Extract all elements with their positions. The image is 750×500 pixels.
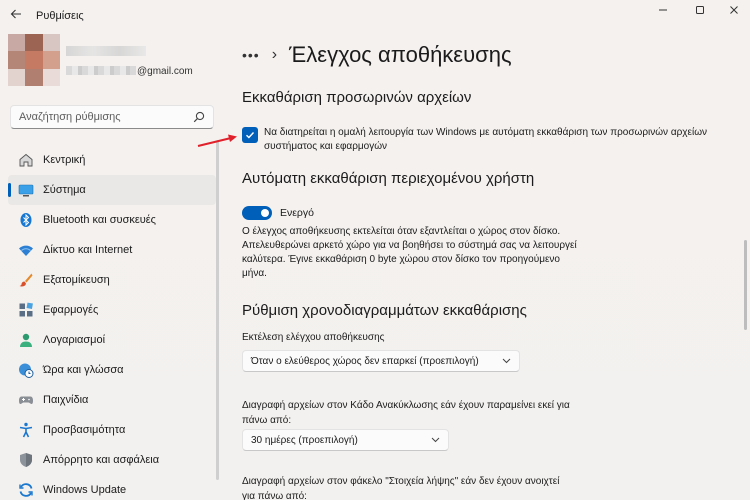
sidebar-item-label: Δίκτυο και Internet (43, 244, 133, 256)
dropdown-value: Όταν ο ελεύθερος χώρος δεν επαρκεί (προεπιλογή) (251, 355, 479, 367)
sidebar-scrollbar[interactable] (216, 140, 219, 480)
search-icon[interactable] (193, 111, 205, 123)
back-arrow-icon (10, 7, 22, 25)
breadcrumb (242, 40, 512, 70)
sidebar-item-label: Εφαρμογές (43, 304, 99, 316)
clock-globe-icon (18, 362, 34, 378)
sidebar-item-accounts[interactable] (8, 325, 216, 355)
sidebar-item-label: Σύστημα (43, 184, 86, 196)
dropdown-value: 30 ημέρες (προεπιλογή) (251, 434, 358, 446)
username-redacted (66, 46, 146, 56)
bluetooth-icon (18, 212, 34, 228)
storage-sense-description: Ο έλεγχος αποθήκευσης εκτελείται όταν εξαντλείται ο χώρος στον δίσκο. Απελευθερώνει αρκετό χώρο για να βοηθήσει το σύστημά σας να λειτουργεί καλύτερα. Έγινε εκκαθάριση 0 byte χώρου στον δίσκο τον προηγούμενο μήνα. (242, 226, 577, 279)
toggle-knob (261, 209, 269, 217)
downloads-label: Διαγραφή αρχείων στον φάκελο "Στοιχεία λήψης" εάν δεν έχουν ανοιχτεί για πάνω από: (242, 476, 560, 500)
home-icon (18, 152, 34, 168)
main-scrollbar[interactable] (744, 240, 747, 330)
minimize-icon (658, 5, 668, 15)
section-heading-temp-files: Εκκαθάριση προσωρινών αρχείων (242, 89, 472, 106)
run-storage-sense-dropdown[interactable] (242, 350, 520, 372)
sidebar-item-label: Ώρα και γλώσσα (43, 364, 124, 376)
apps-icon (18, 302, 34, 318)
page-title: Έλεγχος αποθήκευσης (289, 42, 512, 67)
account-icon (18, 332, 34, 348)
maximize-button[interactable] (682, 0, 717, 20)
section-heading-schedules: Ρύθμιση χρονοδιαγραμμάτων εκκαθάρισης (242, 302, 527, 319)
sidebar-item-accessibility[interactable] (8, 415, 216, 445)
shield-icon (18, 452, 34, 468)
close-button[interactable] (716, 0, 750, 20)
sidebar-item-privacy[interactable] (8, 445, 216, 475)
email-redacted (66, 66, 136, 75)
sidebar-item-network[interactable] (8, 235, 216, 265)
update-icon (18, 482, 34, 498)
sidebar-nav (8, 145, 216, 500)
red-arrow-annotation-icon (197, 134, 239, 148)
sidebar-item-home[interactable] (8, 145, 216, 175)
sidebar-item-gaming[interactable] (8, 385, 216, 415)
chevron-down-icon (502, 356, 511, 367)
sidebar-item-apps[interactable] (8, 295, 216, 325)
gamepad-icon (18, 392, 34, 408)
close-icon (729, 5, 739, 15)
sidebar-item-bluetooth[interactable] (8, 205, 216, 235)
temp-files-checkbox-label: Να διατηρείται η ομαλή λειτουργία των Windows με αυτόματη εκκαθάριση των προσωρινών αρχείων συστήματος και εφαρμογών (264, 127, 708, 152)
sidebar-item-label: Λογαριασμοί (43, 334, 106, 346)
recycle-bin-label: Διαγραφή αρχείων στον Κάδο Ανακύκλωσης εάν έχουν παραμείνει εκεί για πάνω από: (242, 400, 570, 426)
run-storage-sense-label: Εκτέλεση ελέγχου αποθήκευσης (242, 332, 385, 343)
wifi-icon (18, 242, 34, 258)
title-bar (0, 0, 750, 32)
app-title: Ρυθμίσεις (36, 10, 84, 22)
back-button[interactable] (6, 6, 26, 26)
sidebar-item-label: Windows Update (43, 484, 127, 496)
toggle-state-label: Ενεργό (280, 207, 314, 219)
sidebar-item-time-language[interactable] (8, 355, 216, 385)
sidebar-item-windows-update[interactable] (8, 475, 216, 500)
sidebar-item-label: Εξατομίκευση (43, 274, 110, 286)
sidebar-item-label: Προσβασιμότητα (43, 424, 126, 436)
sidebar-item-label: Bluetooth και συσκευές (43, 214, 156, 226)
search-box[interactable] (10, 105, 214, 129)
breadcrumb-more-button[interactable]: ••• (242, 47, 260, 63)
checkmark-icon (245, 130, 255, 140)
accessibility-icon (18, 422, 34, 438)
email-text: @gmail.com (66, 66, 193, 77)
temp-files-checkbox[interactable] (242, 127, 258, 143)
brush-icon (18, 272, 34, 288)
chevron-right-icon: › (271, 46, 278, 63)
system-icon (18, 182, 34, 198)
sidebar-item-label: Παιχνίδια (43, 394, 89, 406)
sidebar-item-label: Απόρρητο και ασφάλεια (43, 454, 160, 466)
minimize-button[interactable] (645, 0, 680, 20)
sidebar-item-personalization[interactable] (8, 265, 216, 295)
sidebar-item-label: Κεντρική (43, 154, 86, 166)
section-heading-auto-cleanup: Αυτόματη εκκαθάριση περιεχομένου χρήστη (242, 170, 535, 187)
search-input[interactable] (19, 111, 193, 123)
storage-sense-toggle[interactable] (242, 206, 272, 220)
recycle-bin-dropdown[interactable] (242, 429, 449, 451)
avatar[interactable] (8, 34, 60, 86)
sidebar-item-system[interactable] (8, 175, 216, 205)
maximize-icon (695, 5, 705, 15)
chevron-down-icon (431, 435, 440, 446)
